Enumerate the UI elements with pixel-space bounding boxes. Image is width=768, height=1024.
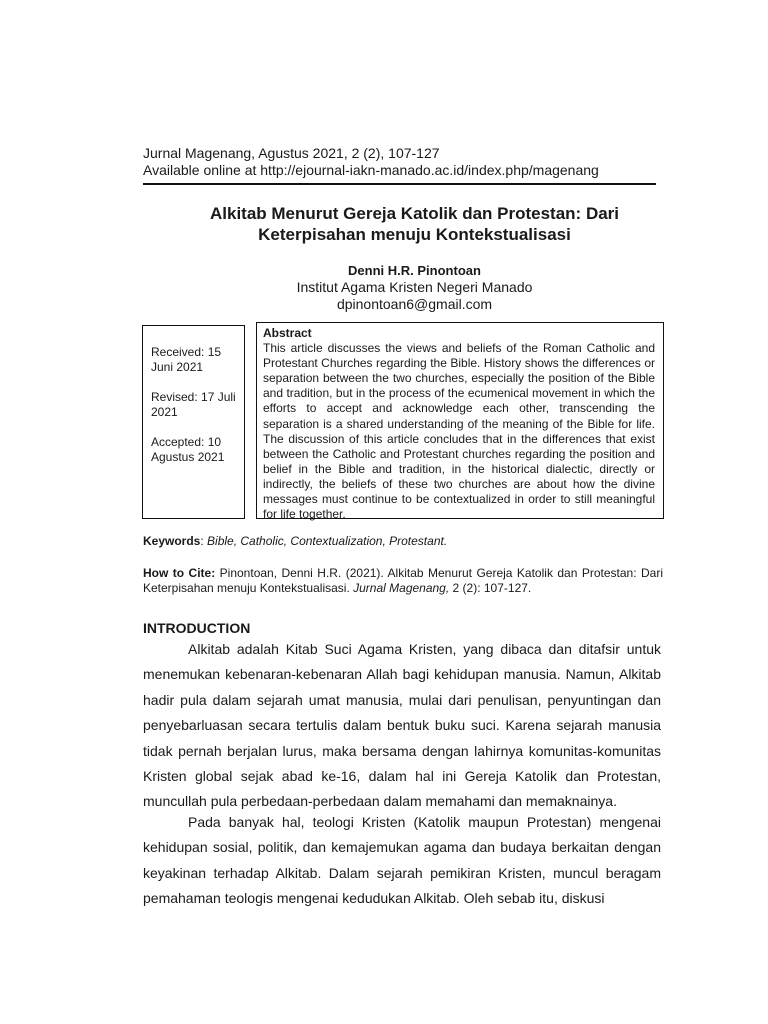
how-to-cite xyxy=(143,566,663,596)
introduction-paragraph-1: Alkitab adalah Kitab Suci Agama Kristen, yang dibaca dan ditafsir untuk menemukan kebenaran-kebenaran Allah bagi kehidupan manusia. Namun, Alkitab hadir pula dalam sejarah umat manusia, mulai dari penulisan, penyuntingan dan penyebarluasan secara tertulis dalam bentuk buku suci. Karena sejarah manusia tidak pernah berjalan lurus, maka bersama dengan lahirnya komunitas-komunitas Kristen global sejak abad ke-16, dalam hal ini Gereja Katolik dan Protestan, muncullah pula perbedaan-perbedaan dalam memahami dan memaknainya. xyxy=(143,641,661,810)
keywords-label: Keywords xyxy=(143,534,201,548)
author-affiliation: Institut Agama Kristen Negeri Manado xyxy=(296,279,533,295)
cite-journal: Jurnal Magenang, xyxy=(353,581,450,595)
keywords-value: Bible, Catholic, Contextualization, Protestant. xyxy=(207,534,448,548)
article-title-line-1: Alkitab Menurut Gereja Katolik dan Protestan: Dari xyxy=(209,204,620,223)
header-divider xyxy=(143,183,656,185)
revised-date: Revised: 17 Juli 2021 xyxy=(151,390,236,419)
author-block xyxy=(143,262,686,313)
article-title xyxy=(143,203,686,245)
keywords-line xyxy=(143,534,663,549)
cite-text: Pinontoan, Denni H.R. (2021). Alkitab Menurut Gereja Katolik dan Protestan: Dari Keterpisahan menuju Kontekstualisasi. xyxy=(143,566,663,595)
introduction-heading: INTRODUCTION xyxy=(143,620,251,636)
article-title-line-2: Keterpisahan menuju Kontekstualisasi xyxy=(258,225,571,244)
accepted-date: Accepted: 10 Agustus 2021 xyxy=(151,435,225,464)
journal-url-line[interactable]: Available online at http://ejournal-iakn-manado.ac.id/index.php/magenang xyxy=(143,162,599,178)
cite-volume: 2 (2): 107-127. xyxy=(449,581,532,595)
article-dates-box xyxy=(142,325,245,519)
journal-citation-line: Jurnal Magenang, Agustus 2021, 2 (2), 107-127 xyxy=(143,145,440,161)
cite-label: How to Cite: xyxy=(143,566,216,580)
keywords-separator: : xyxy=(200,534,208,548)
received-date: Received: 15 Juni 2021 xyxy=(151,345,222,374)
journal-header xyxy=(143,145,663,179)
abstract-box xyxy=(256,322,664,522)
introduction-paragraph-2: Pada banyak hal, teologi Kristen (Katolik maupun Protestan) mengenai kehidupan sosial, politik, dan kemajemukan agama dan budaya berkaitan dengan keyakinan terhadap Alkitab. Dalam sejarah pemikiran Kristen, muncul beragam pemahaman teologis mengenai kedudukan Alkitab. Oleh sebab itu, diskusi xyxy=(143,814,661,907)
author-name: Denni H.R. Pinontoan xyxy=(348,263,481,278)
abstract-text: This article discusses the views and beliefs of the Roman Catholic and Protestant Churches regarding the Bible. History shows the differences or separation between the two churches, especially the position of the Bible and tradition, but in the process of the ecumenical movement in which the efforts to accept and acknowledge each other, transcending the separation is a shared understanding of the meaning of the Bible for life. The discussion of this article concludes that in the differences that exist between the Catholic and Protestant churches regarding the position and belief in the Bible and tradition, in the historical dialectic, directly or indirectly, the beliefs of these two churches are about how the divine messages must continue to be contextualized in order to still meaningful for life together. xyxy=(263,341,655,522)
abstract-heading: Abstract xyxy=(263,326,312,340)
author-email[interactable]: dpinontoan6@gmail.com xyxy=(336,296,493,312)
